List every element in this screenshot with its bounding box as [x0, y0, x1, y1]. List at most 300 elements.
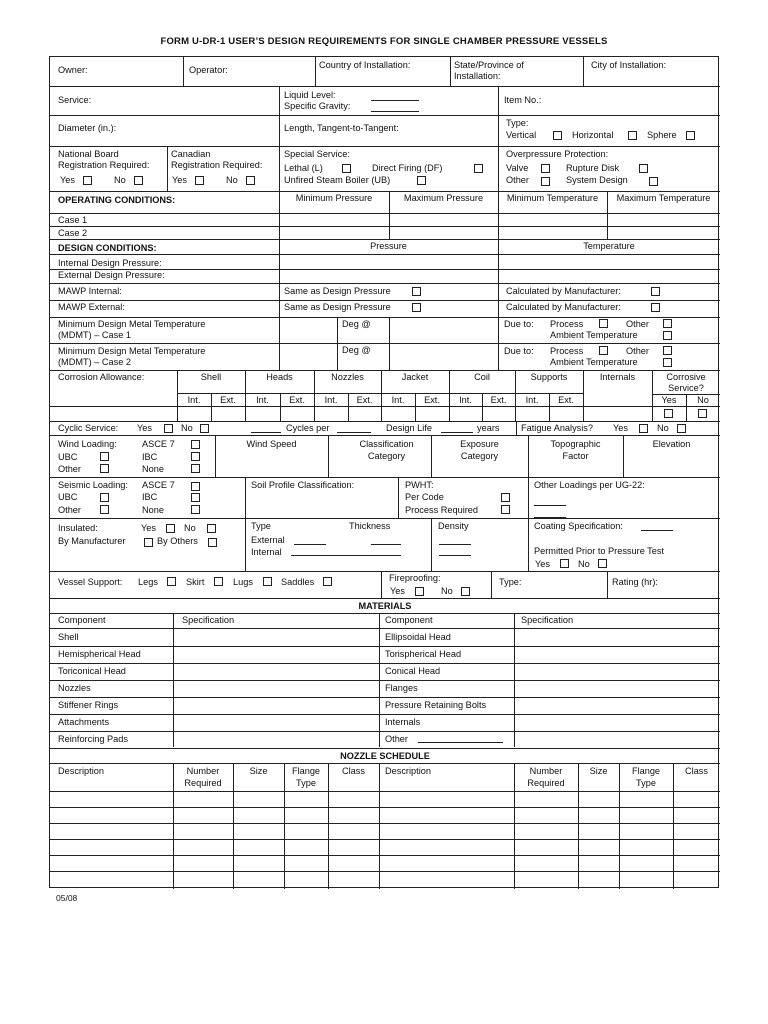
national-board-label-2: Registration Required: — [58, 160, 150, 170]
material-left-2: Toriconical Head — [58, 666, 126, 676]
specific-gravity-label: Specific Gravity: — [284, 101, 351, 111]
coating-spec-field[interactable] — [641, 530, 673, 531]
materials-spec-header-left: Specification — [182, 615, 235, 625]
min-temp-header: Minimum Temperature — [506, 193, 599, 203]
saddles-label: Saddles — [281, 577, 315, 587]
column-divider — [528, 518, 529, 571]
service-label: Service: — [58, 95, 92, 105]
process-1-label: Process — [550, 319, 584, 329]
permitted-no-label: No — [578, 559, 590, 569]
ambient-2-checkbox[interactable] — [663, 358, 672, 367]
diameter-label: Diameter (in.): — [58, 123, 117, 133]
cycles-field[interactable] — [251, 432, 281, 433]
fireproofing-label: Fireproofing: — [389, 573, 441, 583]
process-required-checkbox[interactable] — [501, 505, 510, 514]
due-to-2-label: Due to: — [504, 346, 534, 356]
row-divider — [50, 697, 720, 698]
mdmt-case-2-label-2: (MDMT) – Case 2 — [58, 357, 131, 367]
number-header-right-2: Required — [527, 778, 565, 788]
wind-ibc-checkbox[interactable] — [191, 452, 200, 461]
nozzle-description-header-left: Description — [58, 766, 104, 776]
sphere-label: Sphere — [647, 130, 677, 140]
ext-header-shell: Ext. — [220, 395, 236, 405]
row-divider — [50, 406, 720, 407]
process-2-checkbox[interactable] — [599, 346, 608, 355]
row-divider — [50, 191, 720, 192]
nb-yes-label: Yes — [60, 175, 75, 185]
mdmt-case-1-label-2: (MDMT) – Case 1 — [58, 330, 131, 340]
fireproofing-yes-label: Yes — [390, 586, 405, 596]
exposure-header: Exposure — [460, 439, 499, 449]
corrosive-no-checkbox[interactable] — [698, 409, 707, 418]
length-label: Length, Tangent-to-Tangent: — [284, 123, 399, 133]
insulated-no-label: No — [184, 523, 196, 533]
max-pressure-header: Maximum Pressure — [403, 193, 484, 203]
rupture-disk-checkbox[interactable] — [639, 164, 648, 173]
process-required-label: Process Required — [405, 505, 479, 515]
design-conditions-header: DESIGN CONDITIONS: — [58, 243, 157, 253]
row-divider — [50, 213, 720, 214]
column-divider — [279, 146, 280, 191]
fireproofing-yes-checkbox[interactable] — [415, 587, 424, 596]
row-divider — [177, 393, 583, 394]
valve-label: Valve — [506, 163, 529, 173]
cyclic-yes-label: Yes — [137, 423, 152, 433]
column-divider — [245, 477, 246, 518]
can-no-label: No — [226, 175, 238, 185]
row-divider — [50, 628, 720, 629]
vessel-support-label: Vessel Support: — [58, 577, 123, 587]
vertical-checkbox[interactable] — [553, 131, 562, 140]
column-divider — [498, 115, 499, 146]
wind-ubc-label: UBC — [58, 452, 78, 462]
canadian-label: Canadian — [171, 149, 211, 159]
corrosion-supports-header: Supports — [530, 372, 568, 382]
corrosion-heads-header: Heads — [266, 372, 293, 382]
fatigue-yes-checkbox[interactable] — [639, 424, 648, 433]
seismic-none-label: None — [142, 505, 164, 515]
materials-component-header-left: Component — [58, 615, 106, 625]
calc-mfr-2-checkbox[interactable] — [651, 303, 660, 312]
operating-conditions-header: OPERATING CONDITIONS: — [58, 195, 176, 205]
direct-firing-label: Direct Firing (DF) — [372, 163, 443, 173]
insulation-type-header: Type — [251, 521, 271, 531]
other-loadings-field-1[interactable] — [534, 505, 566, 506]
internal-label: Internal — [251, 547, 282, 557]
size-header-right: Size — [589, 766, 608, 776]
city-label: City of Installation: — [591, 60, 667, 70]
fireproofing-type-label: Type: — [499, 577, 522, 587]
nozzle-schedule-header: NOZZLE SCHEDULE — [340, 751, 430, 761]
material-left-1: Hemispherical Head — [58, 649, 141, 659]
valve-checkbox[interactable] — [541, 164, 550, 173]
saddles-checkbox[interactable] — [323, 577, 332, 586]
wind-loading-label: Wind Loading: — [58, 439, 117, 449]
nozzle-description-header-right: Description — [385, 766, 431, 776]
column-divider — [583, 57, 584, 86]
nozzle-row-divider — [50, 855, 720, 856]
fatigue-analysis-label: Fatigue Analysis? — [521, 423, 594, 433]
seismic-loading-label: Seismic Loading: — [58, 480, 128, 490]
system-design-label: System Design — [566, 175, 628, 185]
other-1-checkbox[interactable] — [663, 319, 672, 328]
special-service-label: Special Service: — [284, 149, 350, 159]
materials-header: MATERIALS — [358, 601, 412, 611]
material-left-6: Reinforcing Pads — [58, 734, 128, 744]
corrosion-jacket-header: Jacket — [401, 372, 429, 382]
material-left-5: Attachments — [58, 717, 110, 727]
density-field-1[interactable] — [439, 544, 471, 545]
wind-asce-checkbox[interactable] — [191, 440, 200, 449]
flange-header-left-2: Type — [296, 778, 316, 788]
form-title: FORM U-DR-1 USER’S DESIGN REQUIREMENTS FOR SINGLE CHAMBER PRESSURE VESSELS — [160, 36, 608, 47]
permitted-no-checkbox[interactable] — [598, 559, 607, 568]
skirt-checkbox[interactable] — [214, 577, 223, 586]
skirt-label: Skirt — [186, 577, 205, 587]
exposure-header-2: Category — [460, 451, 499, 461]
corrosive-service-header: Corrosive — [666, 372, 706, 382]
other-material-field[interactable] — [418, 742, 503, 743]
row-divider — [50, 146, 720, 147]
row-divider — [50, 646, 720, 647]
internal-field[interactable] — [291, 555, 401, 556]
column-divider — [498, 146, 499, 191]
permitted-yes-label: Yes — [535, 559, 550, 569]
years-label: years — [477, 423, 500, 433]
int-header-coil: Int. — [459, 395, 472, 405]
same-as-design-1-checkbox[interactable] — [412, 287, 421, 296]
corrosive-yes-checkbox[interactable] — [664, 409, 673, 418]
flange-header-left: Flange — [291, 766, 321, 776]
insulated-yes-label: Yes — [141, 523, 156, 533]
permitted-prior-label: Permitted Prior to Pressure Test — [534, 546, 665, 556]
cycles-per-label: Cycles per — [286, 423, 330, 433]
ambient-2-label: Ambient Temperature — [550, 357, 638, 367]
number-header-left: Number — [186, 766, 220, 776]
same-as-design-2-checkbox[interactable] — [412, 303, 421, 312]
form-revision-date: 05/08 — [56, 893, 78, 903]
size-header-left: Size — [249, 766, 268, 776]
nozzle-row-divider — [50, 807, 720, 808]
ambient-1-label: Ambient Temperature — [550, 330, 638, 340]
material-right-0: Ellipsoidal Head — [385, 632, 451, 642]
legs-label: Legs — [138, 577, 158, 587]
lethal-label: Lethal (L) — [284, 163, 323, 173]
row-divider — [50, 283, 720, 284]
material-right-3: Flanges — [385, 683, 418, 693]
mawp-internal-label: MAWP Internal: — [58, 286, 122, 296]
class-header-right: Class — [685, 766, 708, 776]
column-divider — [528, 477, 529, 518]
material-left-3: Nozzles — [58, 683, 91, 693]
lugs-label: Lugs — [233, 577, 253, 587]
number-header-right: Number — [529, 766, 563, 776]
column-divider — [279, 115, 280, 146]
case-2-label: Case 2 — [58, 228, 88, 238]
row-divider — [50, 714, 720, 715]
row-divider — [50, 748, 720, 749]
cyclic-yes-checkbox[interactable] — [164, 424, 173, 433]
seismic-asce-checkbox[interactable] — [191, 482, 200, 491]
row-divider — [50, 370, 720, 371]
legs-checkbox[interactable] — [167, 577, 176, 586]
calc-mfr-2-label: Calculated by Manufacturer: — [506, 302, 621, 312]
corrosive-service-header-2: Service? — [668, 383, 704, 393]
other-1-label: Other — [626, 319, 649, 329]
int-header-heads: Int. — [256, 395, 269, 405]
unfired-boiler-checkbox[interactable] — [417, 176, 426, 185]
int-header-jacket: Int. — [391, 395, 405, 405]
can-yes-label: Yes — [172, 175, 187, 185]
flange-header-right: Flange — [631, 766, 661, 776]
column-divider — [245, 518, 246, 571]
max-temp-header: Maximum Temperature — [616, 193, 711, 203]
calc-mfr-1-label: Calculated by Manufacturer: — [506, 286, 621, 296]
row-divider — [50, 86, 720, 87]
nb-no-checkbox[interactable] — [134, 176, 143, 185]
direct-firing-checkbox[interactable] — [474, 164, 483, 173]
due-to-1-label: Due to: — [504, 319, 534, 329]
nozzle-row-divider — [50, 791, 720, 792]
specific-gravity-field[interactable] — [371, 111, 419, 112]
column-divider — [279, 86, 280, 115]
seismic-ubc-label: UBC — [58, 492, 78, 502]
deg-at-2-label: Deg @ — [342, 345, 371, 355]
system-design-checkbox[interactable] — [649, 177, 658, 186]
materials-spec-header-right: Specification — [521, 615, 574, 625]
by-manufacturer-checkbox[interactable] — [144, 538, 153, 547]
pressure-header: Pressure — [370, 241, 407, 251]
nozzle-row-divider — [50, 871, 720, 872]
number-header-left-2: Required — [184, 778, 222, 788]
corrosion-shell-header: Shell — [200, 372, 222, 382]
corrosion-nozzles-header: Nozzles — [331, 372, 364, 382]
fireproofing-no-label: No — [441, 586, 453, 596]
classification-header: Classification — [359, 439, 414, 449]
classification-header-2: Category — [367, 451, 406, 461]
insulated-no-checkbox[interactable] — [207, 524, 216, 533]
process-2-label: Process — [550, 346, 584, 356]
wind-other-label: Other — [58, 464, 81, 474]
calc-mfr-1-checkbox[interactable] — [651, 287, 660, 296]
class-header-left: Class — [342, 766, 365, 776]
wind-none-label: None — [142, 464, 164, 474]
column-divider — [167, 146, 168, 191]
external-label: External — [251, 535, 285, 545]
seismic-other-checkbox[interactable] — [100, 505, 109, 514]
thickness-header: Thickness — [349, 521, 391, 531]
row-divider — [50, 239, 720, 240]
design-life-label: Design Life — [386, 423, 432, 433]
external-field[interactable] — [294, 544, 326, 545]
corrosion-coil-header: Coil — [474, 372, 490, 382]
can-yes-checkbox[interactable] — [195, 176, 204, 185]
row-divider — [50, 421, 720, 422]
cyclic-no-label: No — [181, 423, 193, 433]
int-header-shell: Int. — [187, 395, 201, 405]
cyclic-service-label: Cyclic Service: — [58, 423, 119, 433]
fatigue-no-label: No — [657, 423, 669, 433]
corrosive-yes-label: Yes — [661, 395, 677, 405]
nb-yes-checkbox[interactable] — [83, 176, 92, 185]
lugs-checkbox[interactable] — [263, 577, 272, 586]
column-divider — [498, 86, 499, 115]
owner-label: Owner: — [58, 65, 88, 75]
row-divider — [50, 343, 720, 344]
fatigue-no-checkbox[interactable] — [677, 424, 686, 433]
item-no-label: Item No.: — [504, 95, 542, 105]
flange-header-right-2: Type — [636, 778, 656, 788]
row-divider — [50, 680, 720, 681]
row-divider — [50, 226, 720, 227]
nozzle-row-divider — [50, 839, 720, 840]
type-label: Type: — [506, 118, 529, 128]
canadian-label-2: Registration Required: — [171, 160, 263, 170]
row-divider — [50, 300, 720, 301]
row-divider — [50, 598, 720, 599]
deg-at-1-label: Deg @ — [342, 319, 371, 329]
case-1-label: Case 1 — [58, 215, 88, 225]
insulated-yes-checkbox[interactable] — [166, 524, 175, 533]
per-code-label: Per Code — [405, 492, 444, 502]
seismic-ubc-checkbox[interactable] — [100, 493, 109, 502]
external-thickness-field[interactable] — [371, 544, 401, 545]
cyclic-no-checkbox[interactable] — [200, 424, 209, 433]
material-right-6: Other — [385, 734, 408, 744]
corrosion-internals-header: Internals — [599, 372, 636, 382]
by-others-label: By Others — [157, 536, 198, 546]
rupture-disk-label: Rupture Disk — [566, 163, 620, 173]
nozzle-row-divider — [50, 823, 720, 824]
corrosive-no-label: No — [697, 395, 709, 405]
permitted-yes-checkbox[interactable] — [560, 559, 569, 568]
temperature-header: Temperature — [583, 241, 635, 251]
seismic-other-label: Other — [58, 505, 81, 515]
horizontal-label: Horizontal — [572, 130, 614, 140]
material-right-4: Pressure Retaining Bolts — [385, 700, 487, 710]
country-label: Country of Installation: — [319, 60, 411, 70]
cycles-per-field[interactable] — [337, 432, 371, 433]
ambient-1-checkbox[interactable] — [663, 331, 672, 340]
ext-header-nozzles: Ext. — [356, 395, 373, 405]
row-divider — [50, 115, 720, 116]
mawp-external-label: MAWP External: — [58, 302, 125, 312]
seismic-none-checkbox[interactable] — [191, 505, 200, 514]
other-2-checkbox[interactable] — [663, 346, 672, 355]
horizontal-checkbox[interactable] — [628, 131, 637, 140]
wind-speed-header: Wind Speed — [246, 439, 297, 449]
row-divider — [50, 435, 720, 436]
rating-label: Rating (hr): — [612, 577, 658, 587]
min-pressure-header: Minimum Pressure — [295, 193, 373, 203]
int-header-nozzles: Int. — [324, 395, 338, 405]
density-field-2[interactable] — [439, 555, 471, 556]
fatigue-yes-label: Yes — [613, 423, 628, 433]
column-divider — [381, 571, 382, 598]
topographic-header-2: Factor — [562, 451, 589, 461]
liquid-level-field[interactable] — [371, 100, 419, 101]
insulated-label: Insulated: — [58, 523, 98, 533]
operator-label: Operator: — [189, 65, 228, 75]
row-divider — [50, 663, 720, 664]
row-divider — [50, 317, 720, 318]
design-life-field[interactable] — [441, 432, 473, 433]
row-divider — [50, 477, 720, 478]
column-divider — [450, 57, 451, 86]
mdmt-case-2-label: Minimum Design Metal Temperature — [58, 346, 206, 356]
other-loadings-label: Other Loadings per UG-22: — [534, 480, 645, 490]
fireproofing-no-checkbox[interactable] — [461, 587, 470, 596]
lethal-checkbox[interactable] — [342, 164, 351, 173]
elevation-header: Elevation — [652, 439, 691, 449]
other-checkbox[interactable] — [541, 177, 550, 186]
other-2-label: Other — [626, 346, 649, 356]
ext-header-supports: Ext. — [558, 395, 574, 405]
ext-header-jacket: Ext. — [424, 395, 440, 405]
liquid-level-label: Liquid Level: — [284, 90, 336, 100]
per-code-checkbox[interactable] — [501, 493, 510, 502]
pwht-label: PWHT: — [405, 480, 434, 490]
form-grid — [49, 56, 719, 888]
seismic-ibc-checkbox[interactable] — [191, 493, 200, 502]
process-1-checkbox[interactable] — [599, 319, 608, 328]
material-right-1: Torispherical Head — [385, 649, 462, 659]
density-header: Density — [438, 521, 469, 531]
ext-header-heads: Ext. — [289, 395, 305, 405]
row-divider — [50, 518, 720, 519]
sphere-checkbox[interactable] — [686, 131, 695, 140]
materials-component-header-right: Component — [385, 615, 433, 625]
row-divider — [50, 571, 720, 572]
seismic-ibc-label: IBC — [142, 492, 158, 502]
state-label: State/Province of — [454, 60, 524, 70]
internal-design-pressure-label: Internal Design Pressure: — [58, 258, 162, 268]
row-divider — [50, 613, 720, 614]
column-divider — [315, 57, 316, 86]
soil-profile-label: Soil Profile Classification: — [251, 480, 355, 490]
can-no-checkbox[interactable] — [246, 176, 255, 185]
by-others-checkbox[interactable] — [208, 538, 217, 547]
column-divider — [183, 57, 184, 86]
row-divider — [50, 731, 720, 732]
column-divider — [607, 571, 608, 598]
same-as-design-1-label: Same as Design Pressure — [284, 286, 391, 296]
wind-ibc-label: IBC — [142, 452, 158, 462]
column-divider — [491, 571, 492, 598]
ext-header-coil: Ext. — [490, 395, 507, 405]
mdmt-case-1-label: Minimum Design Metal Temperature — [58, 319, 206, 329]
by-manufacturer-label: By Manufacturer — [58, 536, 126, 546]
material-left-0: Shell — [58, 632, 79, 642]
other-label: Other — [506, 175, 529, 185]
row-divider — [50, 254, 720, 255]
seismic-asce-label: ASCE 7 — [142, 480, 175, 490]
same-as-design-2-label: Same as Design Pressure — [284, 302, 391, 312]
material-left-4: Stiffener Rings — [58, 700, 119, 710]
external-design-pressure-label: External Design Pressure: — [58, 270, 165, 280]
material-right-2: Conical Head — [385, 666, 441, 676]
wind-asce-label: ASCE 7 — [142, 439, 175, 449]
column-divider — [516, 421, 517, 435]
material-right-5: Internals — [385, 717, 421, 727]
column-divider — [398, 477, 399, 518]
wind-none-checkbox[interactable] — [191, 464, 200, 473]
wind-ubc-checkbox[interactable] — [100, 452, 109, 461]
topographic-header: Topographic — [550, 439, 601, 449]
corrosion-allowance-label: Corrosion Allowance: — [58, 372, 145, 382]
wind-other-checkbox[interactable] — [100, 464, 109, 473]
nb-no-label: No — [114, 175, 126, 185]
